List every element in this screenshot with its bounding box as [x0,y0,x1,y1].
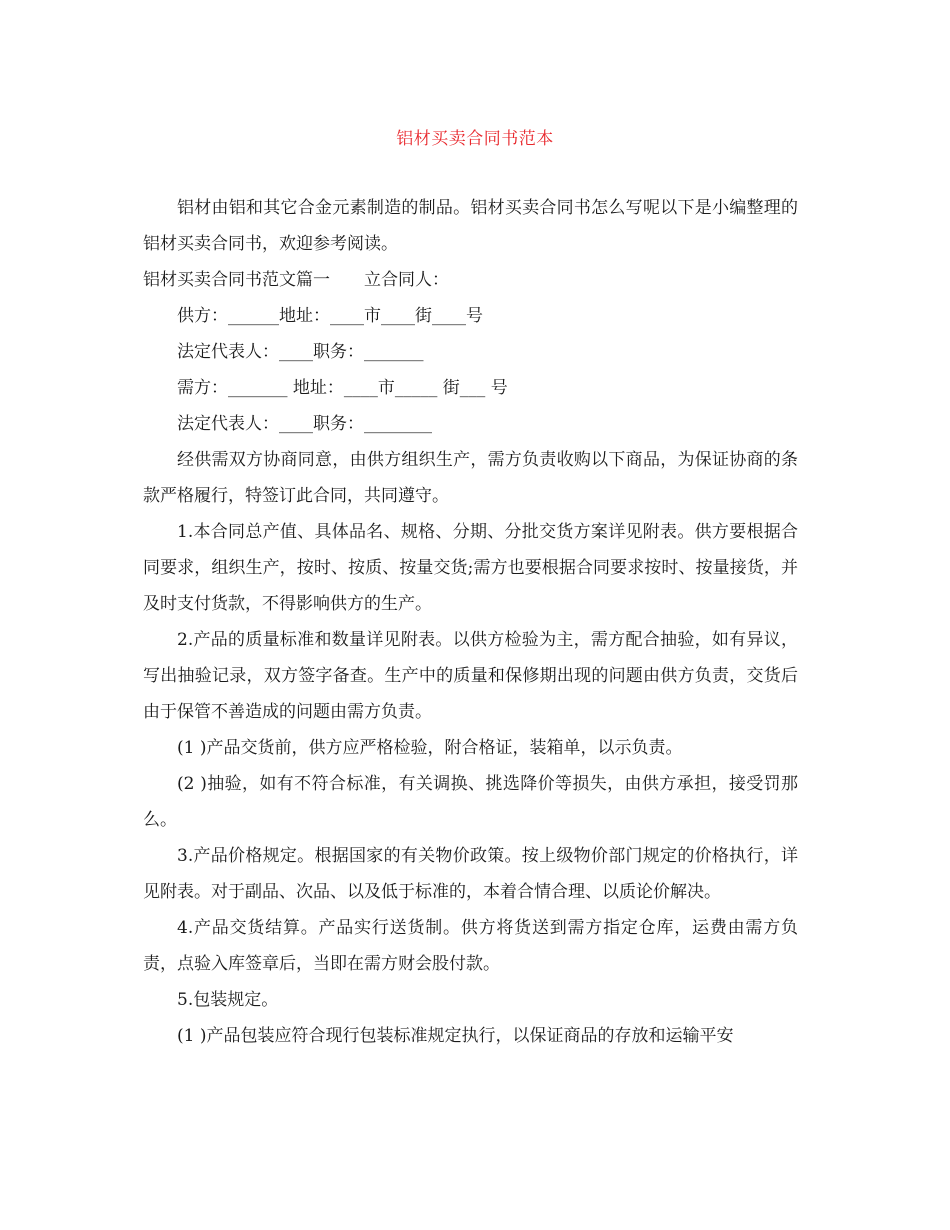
paragraph: (2 )抽验，如有不符合标准，有关调换、挑选降价等损失，由供方承担，接受罚那么。 [143,774,798,830]
paragraph: 铝材由铝和其它合金元素制造的制品。铝材买卖合同书怎么写呢以下是小编整理的铝材买卖合同书，欢迎参考阅读。 [143,198,798,254]
paragraph: 法定代表人：____职务：_______ [177,342,424,362]
paragraph: (1 )产品交货前，供方应严格检验，附合格证，装箱单，以示负责。 [177,738,683,758]
paragraph: 1.本合同总产值、具体品名、规格、分期、分批交货方案详见附表。供方要根据合同要求，组织生产，按时、按质、按量交货;需方也要根据合同要求按时、按量接货，并及时支付货款，不得影响供方的生产。 [143,522,798,614]
paragraph: 供方：______地址：____市____街____号 [177,306,483,326]
paragraph: 需方：_______ 地址：____市_____ 街___ 号 [177,378,508,398]
paragraph: 3.产品价格规定。根据国家的有关物价政策。按上级物价部门规定的价格执行，详见附表。对于副品、次品、以及低于标准的，本着合情合理、以质论价解决。 [143,846,798,902]
paragraph: 4.产品交货结算。产品实行送货制。供方将货送到需方指定仓库，运费由需方负责，点验入库签章后，当即在需方财会股付款。 [143,918,798,974]
document-title: 铝材买卖合同书范本 [396,129,554,149]
paragraph: 铝材买卖合同书范文篇一 立合同人： [143,270,449,290]
paragraph: (1 )产品包装应符合现行包装标准规定执行，以保证商品的存放和运输平安 [177,1026,734,1046]
document-body [143,190,798,1054]
paragraph: 2.产品的质量标准和数量详见附表。以供方检验为主，需方配合抽验，如有异议，写出抽验记录，双方签字备查。生产中的质量和保修期出现的问题由供方负责，交货后由于保管不善造成的问题由需方负责。 [143,630,798,722]
paragraph: 法定代表人：____职务：________ [177,414,432,434]
paragraph: 经供需双方协商同意，由供方组织生产，需方负责收购以下商品，为保证协商的条款严格履行，特签订此合同，共同遵守。 [143,450,798,506]
paragraph: 5.包装规定。 [177,990,279,1010]
